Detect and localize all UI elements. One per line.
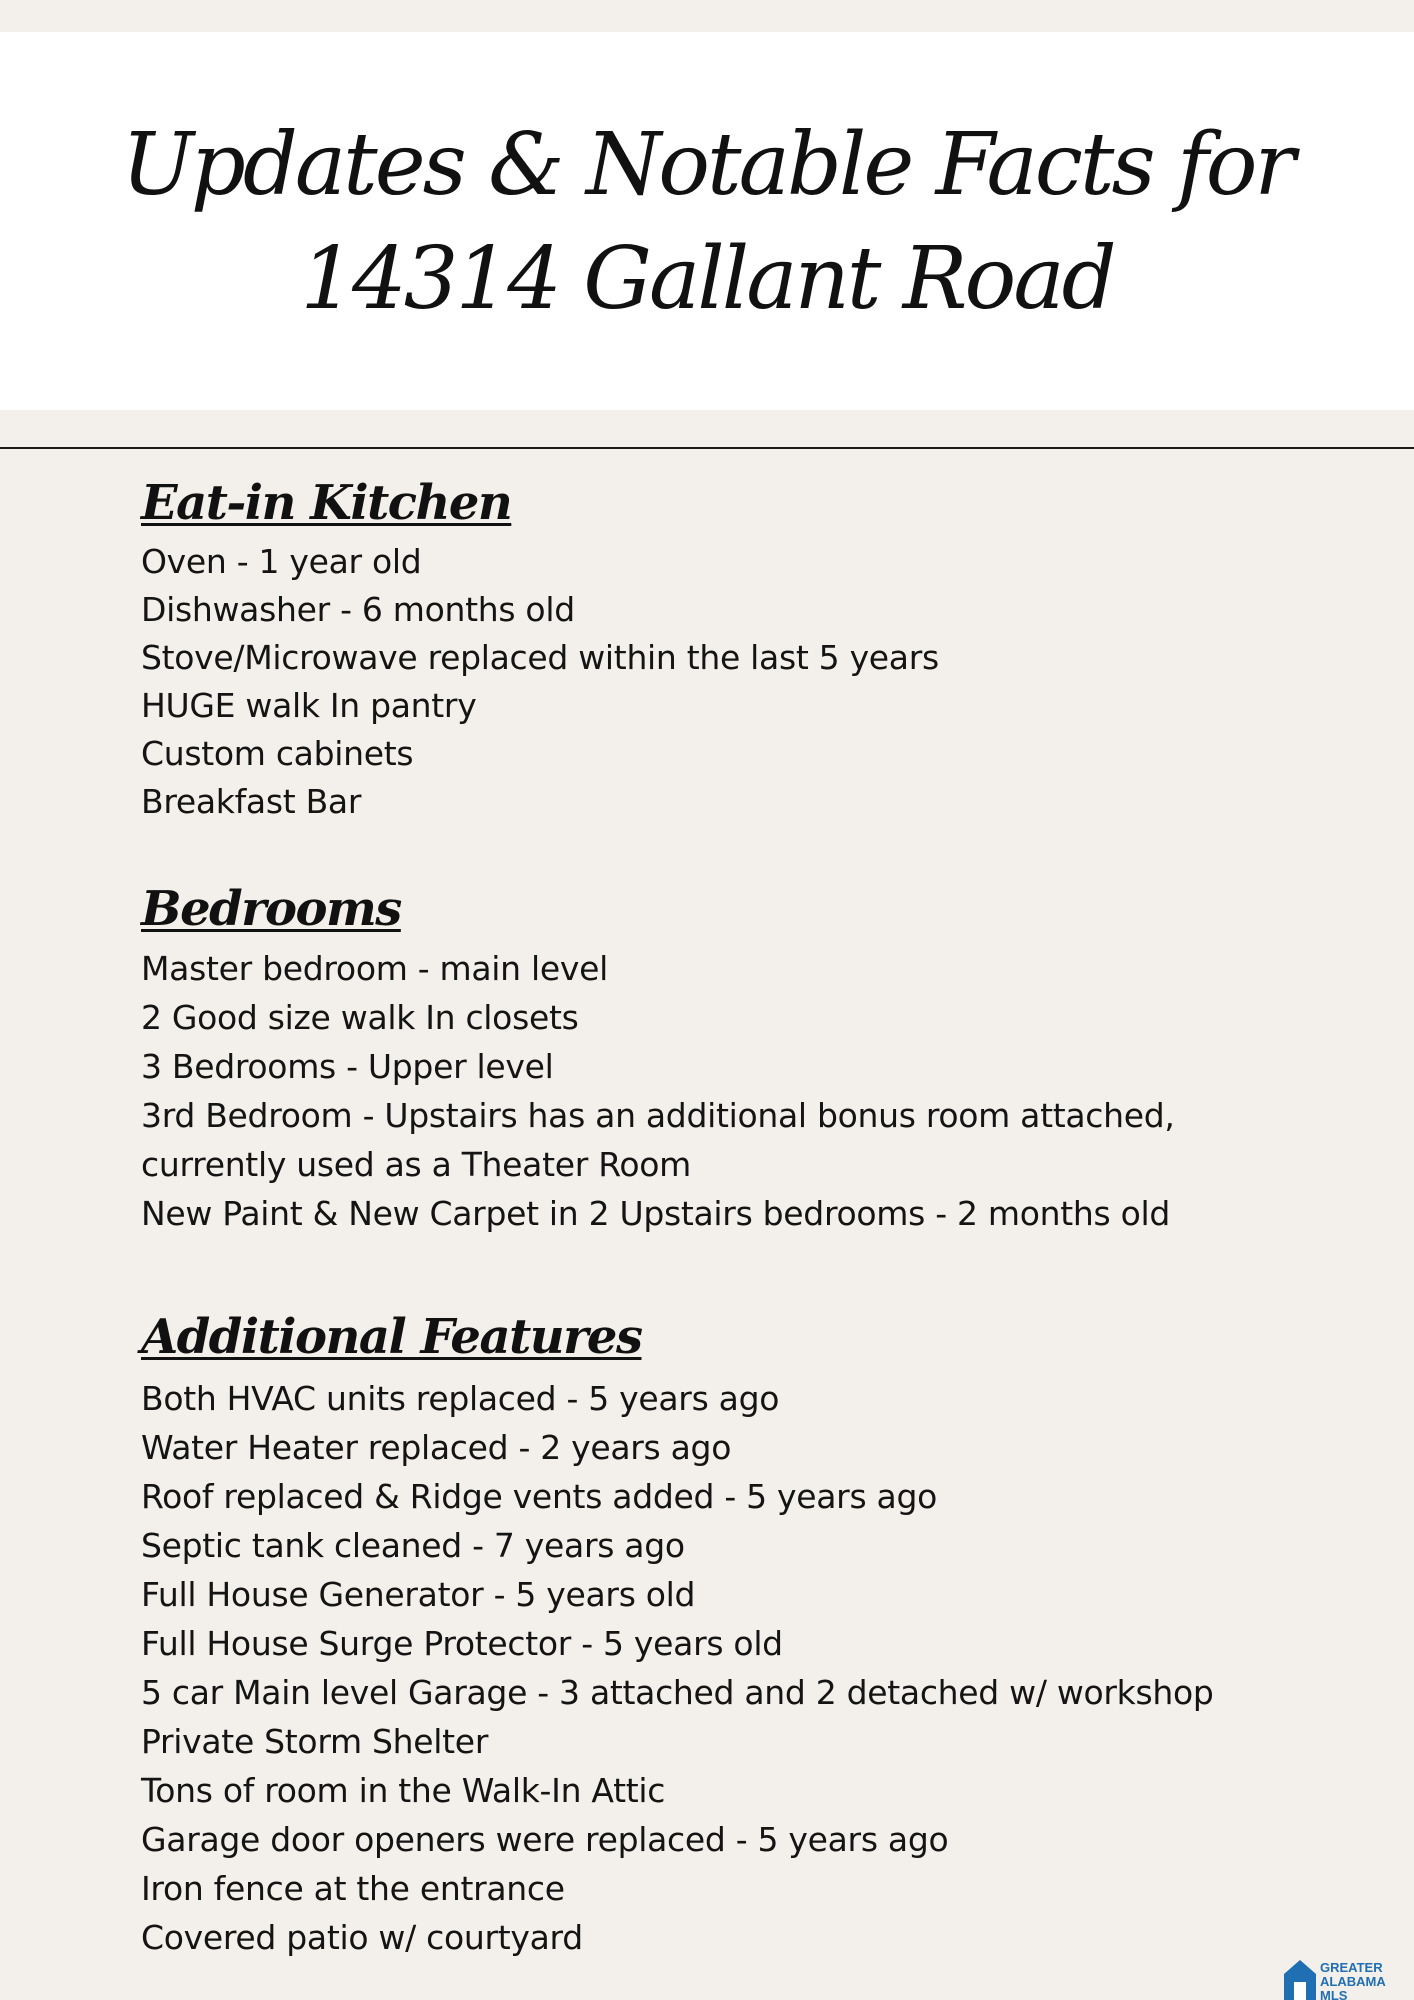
- title-line-2: 14314 Gallant Road: [300, 229, 1114, 329]
- list-item: Full House Generator - 5 years old: [141, 1575, 696, 1614]
- list-item: 3rd Bedroom - Upstairs has an additional bonus room attached,: [141, 1096, 1175, 1135]
- page-title: [0, 108, 1414, 336]
- section-eat-in-kitchen: [141, 474, 1291, 826]
- feature-list: [141, 944, 1291, 1238]
- list-item: Oven - 1 year old: [141, 542, 422, 581]
- list-item: Iron fence at the entrance: [141, 1869, 565, 1908]
- list-item: Covered patio w/ courtyard: [141, 1918, 583, 1957]
- list-item: Garage door openers were replaced - 5 years ago: [141, 1820, 949, 1859]
- section-bedrooms: [141, 880, 1291, 1238]
- section-heading: Eat-in Kitchen: [141, 475, 512, 531]
- list-item: Tons of room in the Walk-In Attic: [141, 1771, 666, 1810]
- list-item: HUGE walk In pantry: [141, 686, 477, 725]
- list-item: 2 Good size walk In closets: [141, 998, 579, 1037]
- list-item: Roof replaced & Ridge vents added - 5 years ago: [141, 1477, 937, 1516]
- section-heading: Additional Features: [141, 1309, 642, 1365]
- title-line-1: Updates & Notable Facts for: [121, 115, 1293, 215]
- greater-alabama-mls-logo: [1282, 1950, 1410, 2000]
- list-item: Dishwasher - 6 months old: [141, 590, 575, 629]
- list-item: Master bedroom - main level: [141, 949, 608, 988]
- feature-list: [141, 538, 1291, 826]
- feature-list: [141, 1374, 1291, 1962]
- list-item: Breakfast Bar: [141, 782, 362, 821]
- list-item: New Paint & New Carpet in 2 Upstairs bedrooms - 2 months old: [141, 1194, 1170, 1233]
- list-item: Custom cabinets: [141, 734, 414, 773]
- svg-text:GREATER: GREATER: [1320, 1960, 1383, 1975]
- mls-logo-icon: [1282, 1950, 1410, 2000]
- section-heading: Bedrooms: [141, 881, 401, 937]
- list-item: 5 car Main level Garage - 3 attached and 2 detached w/ workshop: [141, 1673, 1214, 1712]
- divider: [0, 447, 1414, 449]
- list-item: Both HVAC units replaced - 5 years ago: [141, 1379, 780, 1418]
- svg-text:MLS: MLS: [1320, 1988, 1348, 2000]
- list-item: currently used as a Theater Room: [141, 1145, 691, 1184]
- section-additional-features: [141, 1308, 1291, 1962]
- svg-text:ALABAMA: ALABAMA: [1320, 1974, 1386, 1989]
- list-item: Septic tank cleaned - 7 years ago: [141, 1526, 685, 1565]
- list-item: 3 Bedrooms - Upper level: [141, 1047, 554, 1086]
- list-item: Water Heater replaced - 2 years ago: [141, 1428, 732, 1467]
- list-item: Stove/Microwave replaced within the last 5 years: [141, 638, 939, 677]
- list-item: Full House Surge Protector - 5 years old: [141, 1624, 783, 1663]
- list-item: Private Storm Shelter: [141, 1722, 489, 1761]
